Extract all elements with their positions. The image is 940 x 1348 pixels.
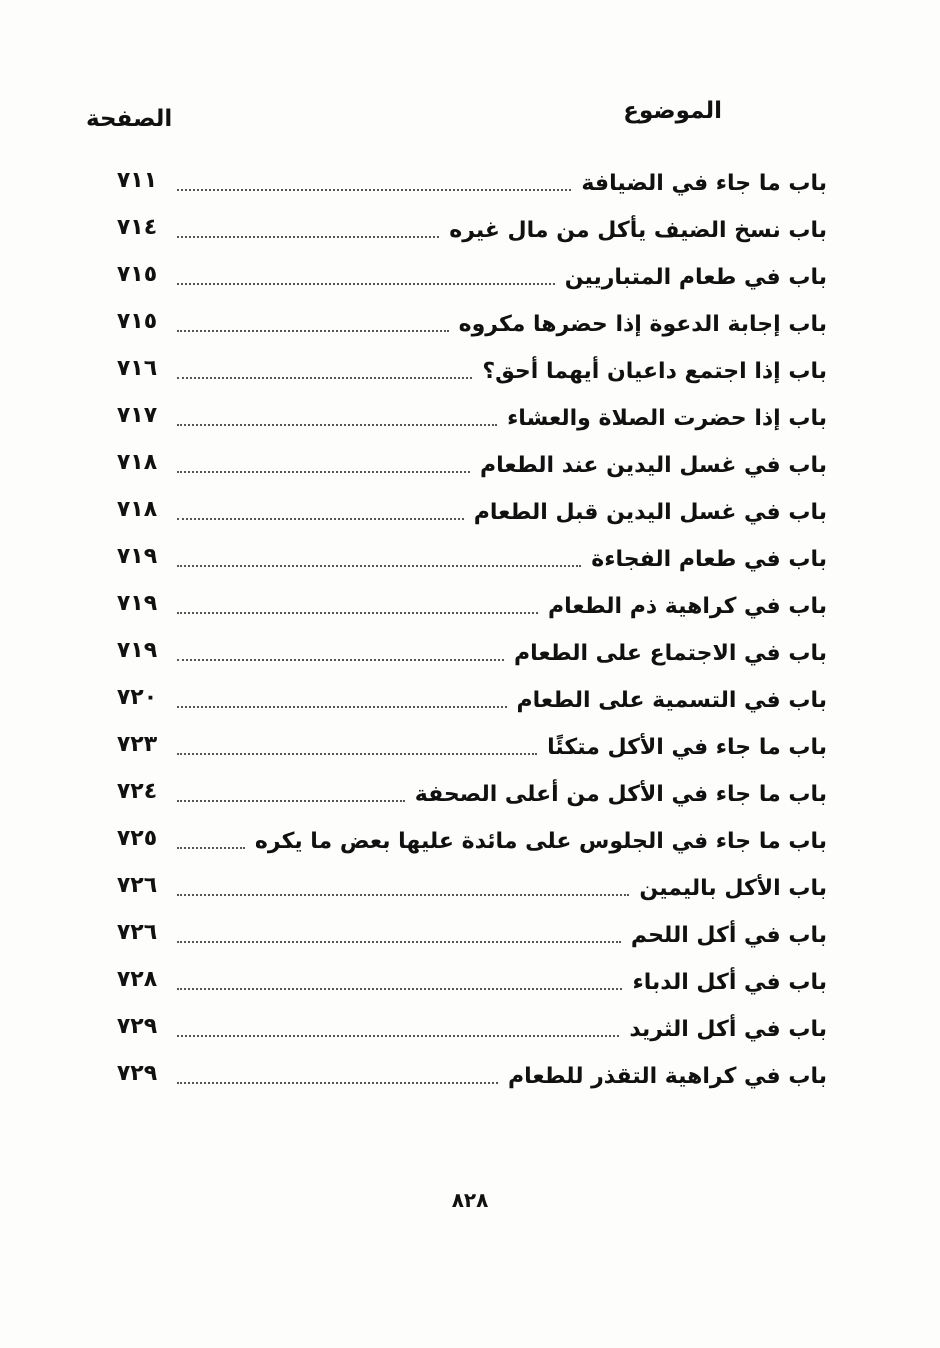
table-of-contents (105, 160, 827, 1100)
toc-entry-page: ٧١٥ (116, 309, 158, 334)
toc-entry-title: باب نسخ الضيف يأكل من مال غيره (449, 218, 827, 243)
toc-entry-page: ٧٢٤ (116, 779, 158, 804)
dot-leader (177, 988, 622, 990)
dot-leader (177, 518, 464, 520)
toc-entry-title: باب في التسمية على الطعام (516, 688, 827, 713)
toc-entry-title: باب ما جاء في الأكل متكئًا (547, 735, 827, 760)
toc-entry (105, 160, 827, 207)
toc-entry-title: باب ما جاء في الأكل من أعلى الصحفة (414, 782, 827, 807)
dot-leader (177, 800, 405, 802)
toc-entry (105, 912, 827, 959)
toc-entry-page: ٧١٤ (116, 215, 158, 240)
toc-entry-page: ٧١٨ (116, 450, 158, 475)
toc-entry-title: باب إذا حضرت الصلاة والعشاء (507, 406, 827, 431)
toc-entry-page: ٧١٩ (116, 544, 158, 569)
dot-leader (177, 189, 571, 191)
page-column-heading: الصفحة (86, 106, 173, 132)
dot-leader (177, 1035, 619, 1037)
toc-entry-page: ٧٢٥ (116, 826, 158, 851)
page-number: ٨٢٨ (451, 1188, 489, 1212)
toc-entry (105, 959, 827, 1006)
toc-entry-page: ٧٢٦ (116, 873, 158, 898)
toc-entry (105, 442, 827, 489)
dot-leader (177, 659, 504, 661)
toc-entry (105, 1006, 827, 1053)
toc-entry (105, 395, 827, 442)
toc-entry (105, 348, 827, 395)
toc-entry (105, 583, 827, 630)
toc-entry-page: ٧٢٦ (116, 920, 158, 945)
toc-entry (105, 489, 827, 536)
toc-entry-page: ٧٢٩ (116, 1061, 158, 1086)
toc-entry (105, 771, 827, 818)
dot-leader (177, 612, 538, 614)
toc-entry (105, 724, 827, 771)
dot-leader (177, 377, 472, 379)
dot-leader (177, 283, 555, 285)
toc-entry (105, 254, 827, 301)
dot-leader (177, 330, 449, 332)
toc-entry-title: باب في كراهية ذم الطعام (548, 594, 827, 619)
toc-entry-page: ٧١٧ (116, 403, 158, 428)
toc-entry (105, 536, 827, 583)
toc-entry-title: باب ما جاء في الضيافة (581, 171, 827, 196)
toc-entry-page: ٧٢٨ (116, 967, 158, 992)
toc-entry (105, 677, 827, 724)
toc-entry (105, 1053, 827, 1100)
dot-leader (177, 424, 497, 426)
toc-entry-title: باب في طعام الفجاءة (591, 547, 827, 572)
toc-entry-title: باب إجابة الدعوة إذا حضرها مكروه (458, 312, 827, 337)
dot-leader (177, 706, 507, 708)
toc-entry-title: باب في أكل اللحم (630, 923, 827, 948)
toc-entry (105, 630, 827, 677)
toc-entry-page: ٧١٦ (116, 356, 158, 381)
toc-entry-title: باب إذا اجتمع داعيان أيهما أحق؟ (482, 359, 827, 384)
toc-entry-page: ٧١٩ (116, 638, 158, 663)
dot-leader (177, 1082, 498, 1084)
dot-leader (177, 753, 537, 755)
toc-entry-page: ٧١٨ (116, 497, 158, 522)
dot-leader (177, 941, 621, 943)
toc-entry-title: باب في أكل الدباء (632, 970, 827, 995)
toc-entry-page: ٧٢٣ (116, 732, 158, 757)
toc-entry-page: ٧١٩ (116, 591, 158, 616)
toc-entry-title: باب في غسل اليدين عند الطعام (480, 453, 827, 478)
toc-entry (105, 818, 827, 865)
toc-entry-page: ٧١١ (116, 168, 158, 193)
toc-entry-title: باب في غسل اليدين قبل الطعام (473, 500, 827, 525)
toc-entry-title: باب الأكل باليمين (639, 876, 827, 901)
dot-leader (177, 236, 439, 238)
dot-leader (177, 894, 629, 896)
toc-entry-title: باب في الاجتماع على الطعام (513, 641, 827, 666)
toc-entry-page: ٧٢٠ (116, 685, 158, 710)
dot-leader (177, 565, 581, 567)
toc-entry (105, 301, 827, 348)
toc-entry-title: باب ما جاء في الجلوس على مائدة عليها بعض ما يكره (254, 829, 827, 854)
toc-entry-title: باب في كراهية التقذر للطعام (508, 1064, 827, 1089)
toc-header (60, 98, 840, 138)
toc-entry (105, 865, 827, 912)
toc-entry-page: ٧٢٩ (116, 1014, 158, 1039)
toc-entry-title: باب في أكل الثريد (629, 1017, 827, 1042)
toc-entry-title: باب في طعام المتباريين (564, 265, 827, 290)
topic-column-heading: الموضوع (623, 98, 722, 124)
dot-leader (177, 471, 470, 473)
toc-entry (105, 207, 827, 254)
toc-entry-page: ٧١٥ (116, 262, 158, 287)
dot-leader (177, 847, 245, 849)
